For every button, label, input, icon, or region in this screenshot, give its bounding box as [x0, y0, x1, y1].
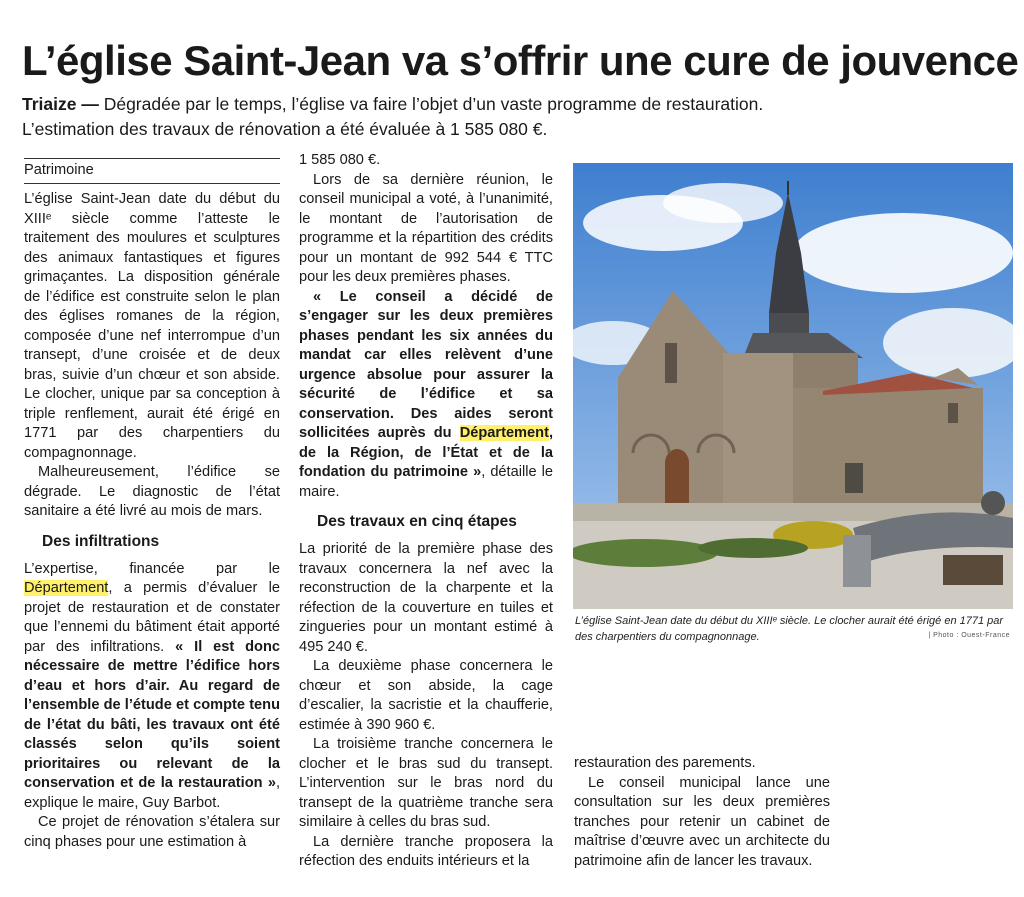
column-1 — [24, 158, 280, 852]
dateline: Triaize — — [22, 94, 99, 114]
paragraph: Le conseil municipal lance une consultation sur les deux premières tranches pour retenir un cabinet de maîtrise d’œuvre avec un architecte du patrimoine afin de lancer les travaux. — [574, 774, 830, 869]
paragraph: La deuxième phase concernera le chœur et son abside, la cage d’escalier, la sacristie et la chaufferie, estimée à 390 960 €. — [299, 658, 553, 733]
bold-quote: , de la Région, de l’État et de la fondation du patrimoine » — [299, 425, 553, 480]
paragraph: 1 585 080 €. — [299, 152, 381, 168]
paragraph: La dernière tranche proposera la réfection des enduits intérieurs et la — [299, 833, 553, 869]
text: , détaille le maire. — [299, 464, 553, 500]
bold-quote: « Le conseil a décidé de s’engager sur les deux premières phases pendant les six années du mandat car elles relèvent d’une urgence absolue pour assurer la sécurité de l’édifice et sa conservation. Des aides seront sollicitées auprès du — [299, 288, 553, 441]
text: L’expertise, financée par le — [24, 560, 280, 577]
rubric-label: Patrimoine — [24, 158, 280, 184]
paragraph — [299, 288, 553, 503]
paragraph: La priorité de la première phase des travaux concernera la nef avec la reconstruction de la charpente et la réfection de la couverture en tuiles et zingueries pour un montant estimé à 495 240 €. — [299, 541, 553, 655]
paragraph: L’église Saint-Jean date du début du XIIIᵉ siècle comme l’atteste le traitement des moulures et sculptures des animaux fantastiques et figures grimaçantes. La disposition générale de l’édifice est construite selon le plan des églises romanes de la région, composée d’une nef interrompue d’un transept, d’une croisée et de deux bras, suivie d’un chœur et son abside. Le clocher, unique par sa conception à triple renflement, aurait été érigé en 1771 par des charpentiers du compagnonnage. — [24, 191, 280, 461]
column-3 — [574, 754, 830, 871]
paragraph: Ce projet de rénovation s’étalera sur cinq phases pour une estimation à — [24, 814, 280, 850]
subheading: Des infiltrations — [42, 532, 160, 550]
paragraph: restauration des parements. — [574, 755, 756, 771]
paragraph: La troisième tranche concernera le clocher et le bras sud du transept. L’intervention sur le bras nord du transept de la quatrième tranche sera similaire à celles du bras sud. — [299, 736, 553, 830]
highlighted-term: Département — [24, 580, 109, 596]
paragraph — [24, 560, 280, 814]
article-lead — [22, 92, 1012, 142]
lead-line-2: L’estimation des travaux de rénovation a été évaluée à 1 585 080 €. — [22, 119, 548, 139]
highlighted-term: Département — [459, 425, 549, 441]
article-headline: L’église Saint-Jean va s’offrir une cure de jouvence — [22, 37, 1019, 84]
text: , a permis d’évaluer le projet de restauration et de constater que l’ennemi du bâtiment était apporté par des infiltrations. — [24, 580, 280, 655]
text: , explique le maire, Guy Barbot. — [24, 775, 280, 811]
church-photo — [573, 163, 1013, 609]
paragraph: Malheureusement, l’édifice se dégrade. Le diagnostic de l’état sanitaire a été livré au mois de mars. — [24, 464, 280, 519]
photo-credit: | Photo : Ouest-France — [928, 632, 1010, 639]
lead-line-1: Dégradée par le temps, l’église va faire l’objet d’un vaste programme de restauration. — [98, 94, 764, 114]
photo-caption: L’église Saint-Jean date du début du XIIIᵉ siècle. Le clocher aurait été érigé en 1771 par des charpentiers du compagnonnage. — [575, 615, 1004, 643]
bold-quote: « Il est donc nécessaire de mettre l’édifice hors d’eau et hors d’air. Au regard de l’ensemble de l’étude et compte tenu de l’état du bâti, les travaux ont été classés selon qu’ils soient prioritaires ou relevant de la conservation et de la restauration » — [24, 638, 280, 791]
church-illustration — [573, 163, 1013, 609]
column-2 — [299, 151, 553, 872]
paragraph: Lors de sa dernière réunion, le conseil municipal a voté, à l’unanimité, le montant de l’autorisation de programme et la répartition des crédits pour un montant de 992 544 € TTC pour les deux premières phases. — [299, 171, 553, 285]
subheading: Des travaux en cinq étapes — [317, 513, 517, 530]
